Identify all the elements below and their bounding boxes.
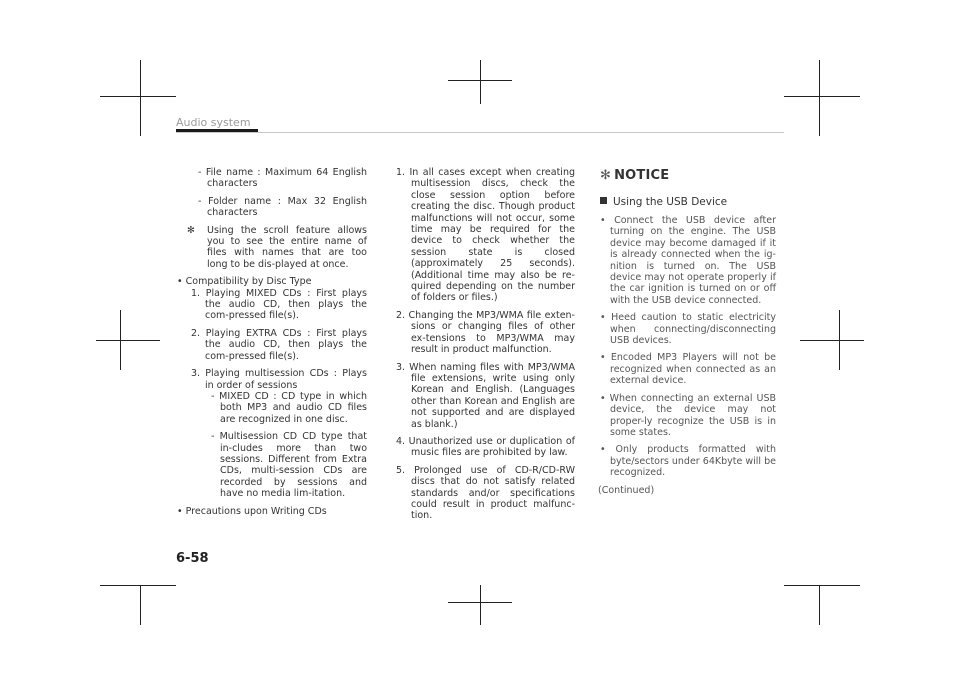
crop-mark [96,340,160,341]
notice-title-text: NOTICE [614,168,670,183]
notice-bullet: • Encoded MP3 Players will not be recognized when connected as an external device. [600,352,776,387]
list-item: 1. Playing MIXED CDs : First plays the audio CD, then plays the com-pressed file(s). [191,287,367,322]
notice-icon: ✻ [600,168,612,183]
list-item: 2. Playing EXTRA CDs : First plays the audio CD, then plays the com-pressed file(s). [191,327,367,362]
list-item: 3. When naming files with MP3/WMA file extensions, write using only Korean and English. (Languages other than Korean and English are not supported and are displayed as blank.) [396,361,575,430]
notice-bullet: • Only products formatted with byte/sectors under 64Kbyte will be recognized. [600,444,776,479]
notice-column [600,215,776,496]
file-name-limit: - File name : Maximum 64 English characters [198,167,367,190]
list-item: - Multisession CD CD type that in-cludes more than two sessions. Different from Extra CDs, multi-session CDs are recorded by sessions and have no media lim-itation. [211,431,367,500]
crop-mark [140,60,141,136]
crop-mark [819,60,820,136]
list-item: 2. Changing the MP3/WMA file exten-sions or changing files of other ex-tensions to MP3/WMA may result in product malfunction. [396,309,575,356]
notice-subtitle-text: Using the USB Device [613,196,728,208]
list-item: 4. Unauthorized use or duplication of music files are prohibited by law. [396,435,575,459]
list-item: 1. In all cases except when creating multisession discs, check the close session option before creating the disc. Though product malfunctions will not occur, some time may be required for the device to check whether the session state is closed (approximately 25 seconds). (Additional time may also be re-quired depending on the number of folders or files.) [396,167,575,304]
crop-mark [784,585,860,586]
notice-title [600,168,669,183]
crop-mark [140,585,141,625]
compatibility-heading: • Compatibility by Disc Type [177,276,312,288]
crop-mark [800,340,864,341]
crop-mark [480,585,481,625]
page-number: 6-58 [176,551,209,566]
header-rule [176,132,784,133]
crop-mark [100,585,176,586]
scroll-note-text: Using the scroll feature allows you to see the entire name of files with names that are too long to be dis-played at once. [207,224,367,270]
scroll-note [187,224,367,271]
precautions-heading: • Precautions upon Writing CDs [177,505,327,517]
folder-name-limit: - Folder name : Max 32 English characters [198,195,367,219]
crop-mark [120,310,121,370]
crop-mark [819,585,820,625]
note-icon: ✻ [187,224,195,236]
crop-mark [784,96,860,97]
notice-bullet: • Connect the USB device after turning on the engine. The USB device may become damaged if it is already connected when the ig-nition is turned on. The USB device may not operate properly if the car ignition is turned on or off with the USB device connected. [600,215,776,306]
list-item: 5. Prolonged use of CD-R/CD-RW discs that do not satisfy related standards and/or specifications could result in product malfunc-tion. [396,464,575,522]
continued-label: (Continued) [598,484,655,496]
crop-mark [839,310,840,370]
list-item: 3. Playing multisession CDs : Plays in order of sessions [191,368,367,391]
left-column [177,167,367,517]
middle-column [396,167,575,522]
notice-bullet: • Heed caution to static electricity when connecting/disconnecting USB devices. [600,312,776,347]
crop-mark [480,60,481,104]
list-item: - MIXED CD : CD type in which both MP3 and audio CD files are recognized in one disc. [211,390,367,425]
crop-mark [100,96,176,97]
section-title: Audio system [176,116,251,129]
notice-bullet: • When connecting an external USB device, the device may not proper-ly recognize the USB is in some states. [600,392,776,438]
square-bullet-icon [600,197,607,204]
notice-subtitle [600,196,727,208]
